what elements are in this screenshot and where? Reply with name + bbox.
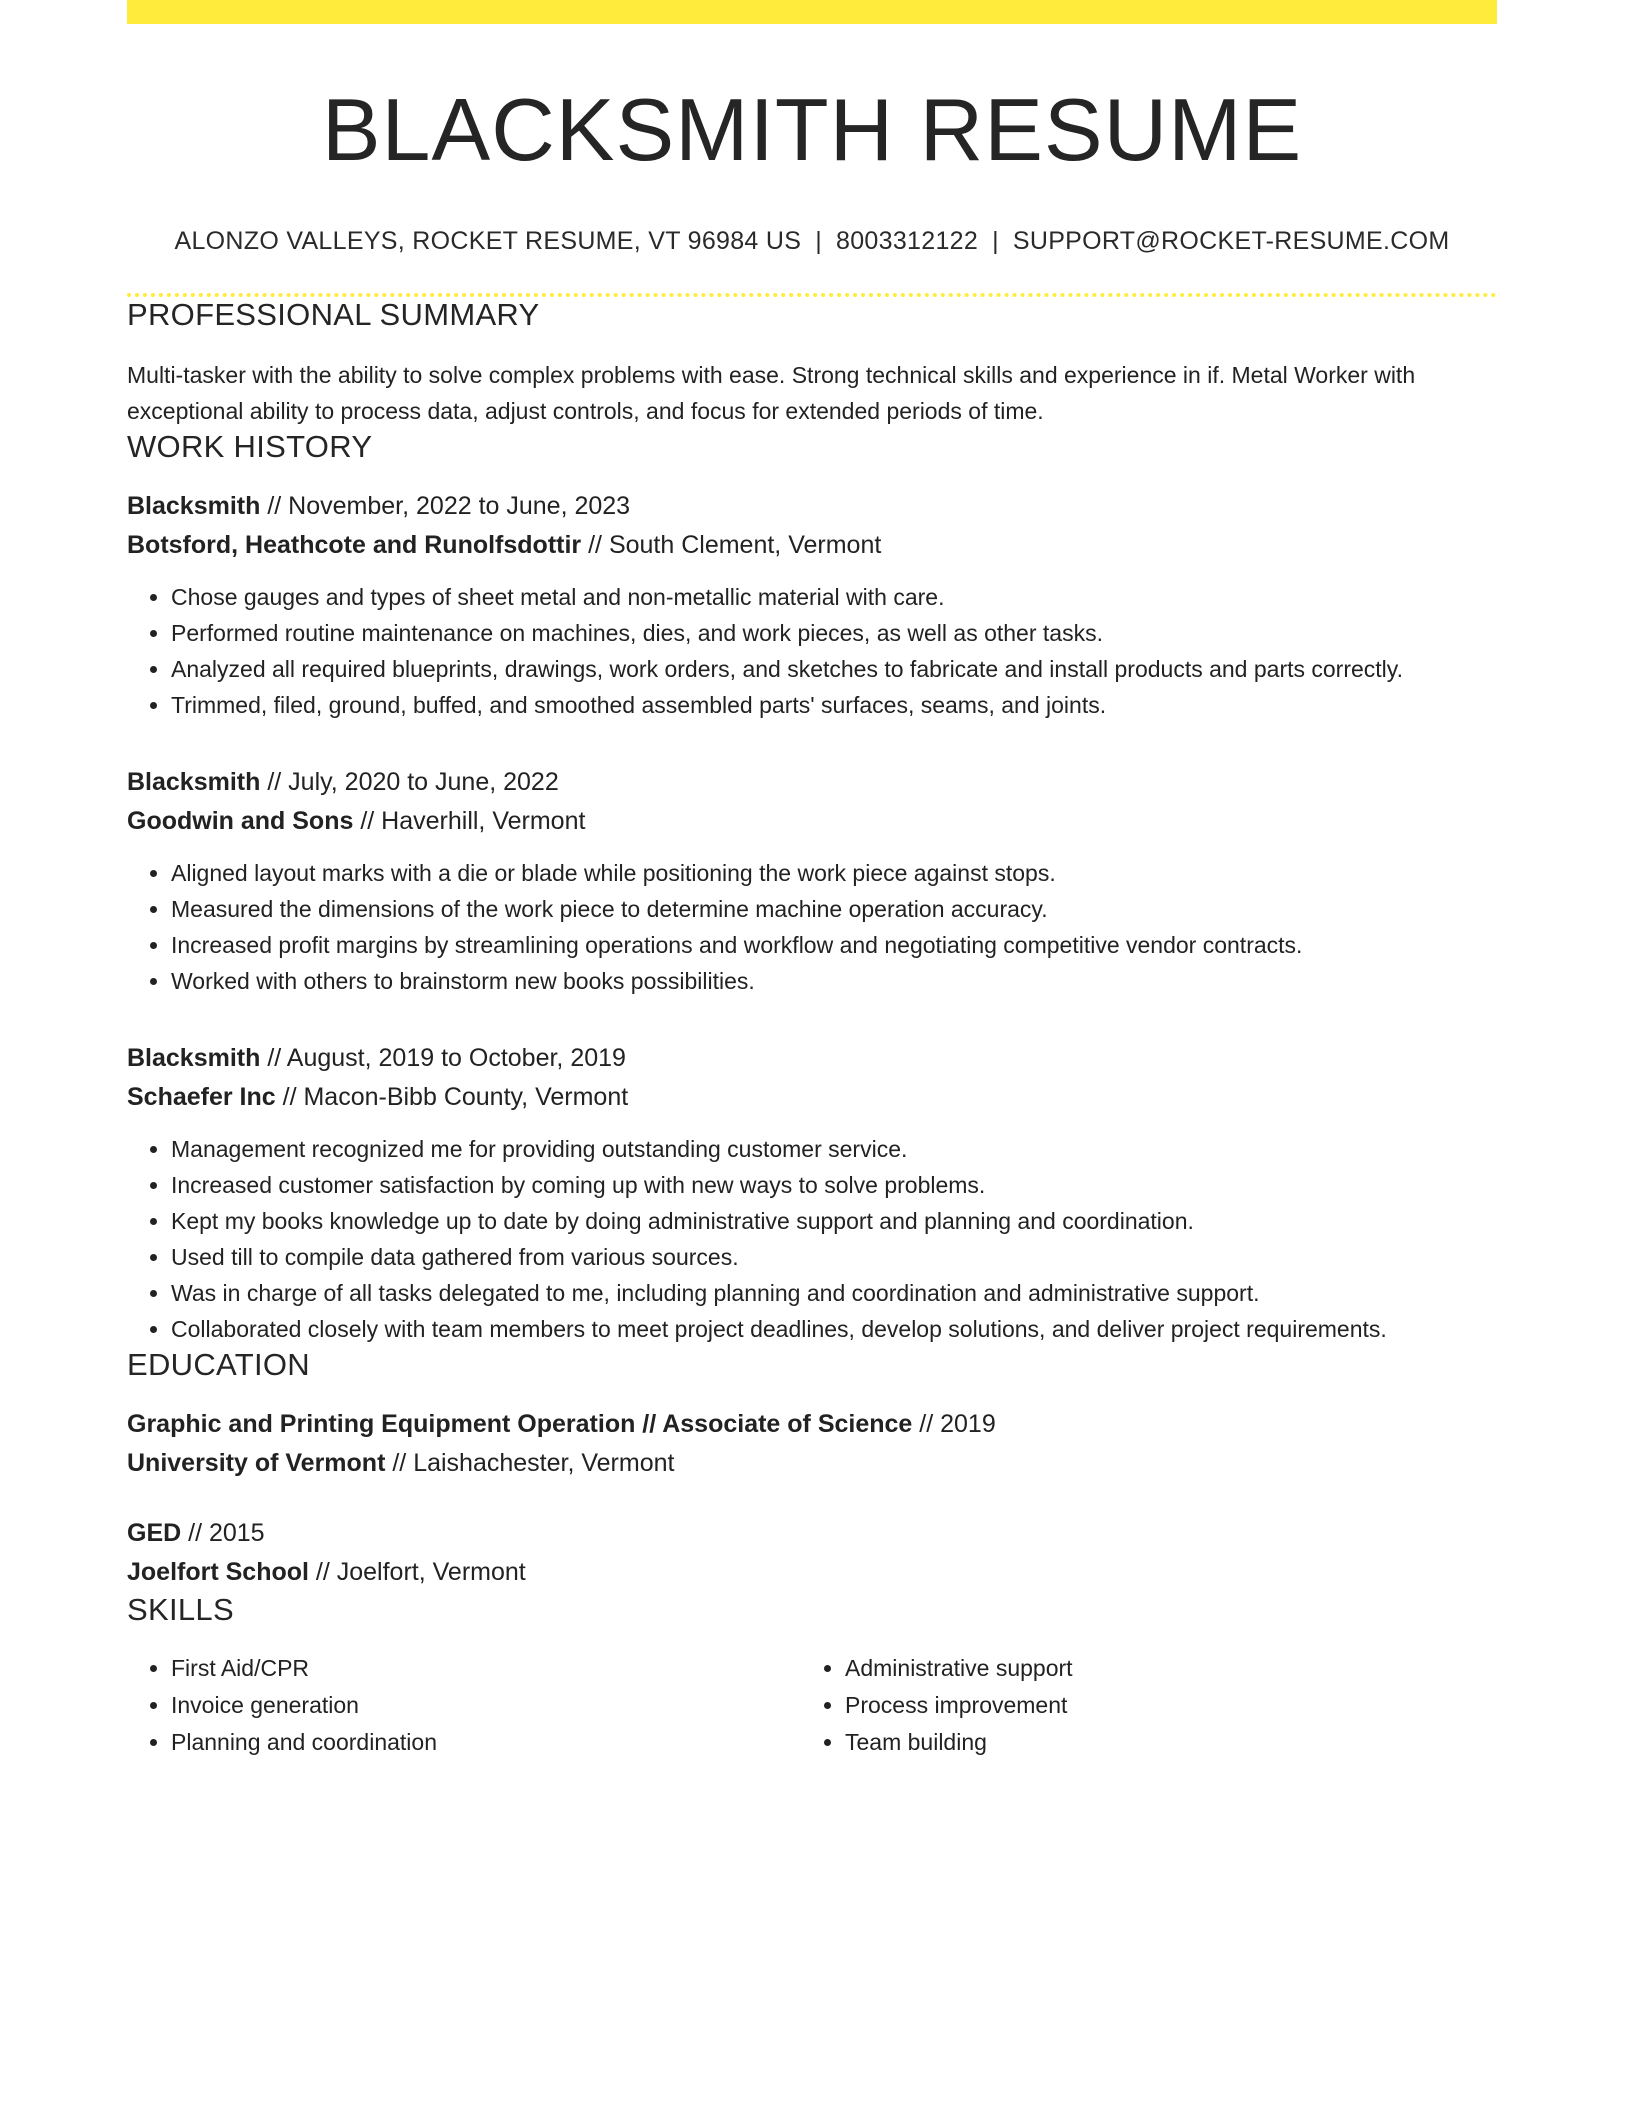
list-item: • Invoice generation xyxy=(171,1687,801,1724)
resume-title: BLACKSMITH RESUME xyxy=(321,80,1303,179)
skills-list-right xyxy=(801,1650,1475,1761)
education-school: Joelfort School xyxy=(127,1557,309,1586)
education-school: University of Vermont xyxy=(127,1448,386,1477)
job-bullets xyxy=(127,1131,1497,1347)
list-item: • Worked with others to brainstorm new books possibilities. xyxy=(171,963,1497,999)
summary-text: Multi-tasker with the ability to solve complex problems with ease. Strong technical skills and experience in if. Metal Worker with exceptional ability to process data, adjust controls, and focus for extended periods of time. xyxy=(127,361,1416,424)
list-item: • Collaborated closely with team members to meet project deadlines, develop solutions, and deliver project requirements. xyxy=(171,1311,1497,1347)
summary-heading: PROFESSIONAL SUMMARY xyxy=(127,296,540,332)
list-item: • Used till to compile data gathered from various sources. xyxy=(171,1239,1497,1275)
education-year: // 2019 xyxy=(912,1409,996,1438)
job-location: // Haverhill, Vermont xyxy=(353,806,586,835)
skills-list-left xyxy=(127,1650,801,1761)
accent-top-bar xyxy=(127,0,1497,24)
job-location: // Macon-Bibb County, Vermont xyxy=(275,1082,629,1111)
contact-separator: | xyxy=(815,226,823,255)
job-company: Goodwin and Sons xyxy=(127,806,354,835)
job-bullets xyxy=(127,855,1497,999)
contact-phone: 8003312122 xyxy=(836,226,979,255)
job-company-line xyxy=(127,802,1497,841)
list-item: • Aligned layout marks with a die or blade while positioning the work piece against stops. xyxy=(171,855,1497,891)
list-item: • Team building xyxy=(845,1724,1475,1761)
education-entry xyxy=(127,1405,1497,1483)
job-entry xyxy=(127,1039,1497,1347)
contact-address: ALONZO VALLEYS, ROCKET RESUME, VT 96984 US xyxy=(174,226,802,255)
job-dates: // November, 2022 to June, 2023 xyxy=(260,491,631,520)
job-bullets xyxy=(127,579,1497,723)
job-location: // South Clement, Vermont xyxy=(581,530,882,559)
job-company-line xyxy=(127,526,1497,565)
education-year: // 2015 xyxy=(181,1518,265,1547)
list-item: • Trimmed, filed, ground, buffed, and smoothed assembled parts' surfaces, seams, and joints. xyxy=(171,687,1497,723)
job-title-line xyxy=(127,763,1497,802)
list-item: • Kept my books knowledge up to date by doing administrative support and planning and coordination. xyxy=(171,1203,1497,1239)
list-item: • Analyzed all required blueprints, drawings, work orders, and sketches to fabricate and install products and parts correctly. xyxy=(171,651,1497,687)
list-item: • Increased customer satisfaction by coming up with new ways to solve problems. xyxy=(171,1167,1497,1203)
list-item: • Increased profit margins by streamlining operations and workflow and negotiating competitive vendor contracts. xyxy=(171,927,1497,963)
education-entry xyxy=(127,1514,1497,1592)
education-school-line xyxy=(127,1553,1497,1592)
skills-heading: SKILLS xyxy=(127,1591,234,1627)
education-location: // Laishachester, Vermont xyxy=(385,1448,675,1477)
list-item: • Management recognized me for providing outstanding customer service. xyxy=(171,1131,1497,1167)
job-dates: // July, 2020 to June, 2022 xyxy=(260,767,559,796)
education-degree: Graphic and Printing Equipment Operation // Associate of Science xyxy=(127,1409,913,1438)
job-dates: // August, 2019 to October, 2019 xyxy=(260,1043,626,1072)
list-item: • First Aid/CPR xyxy=(171,1650,801,1687)
contact-line xyxy=(127,227,1497,256)
job-role: Blacksmith xyxy=(127,1043,261,1072)
contact-email: SUPPORT@ROCKET-RESUME.COM xyxy=(1012,226,1450,255)
job-role: Blacksmith xyxy=(127,491,261,520)
list-item: • Was in charge of all tasks delegated to me, including planning and coordination and administrative support. xyxy=(171,1275,1497,1311)
list-item: • Process improvement xyxy=(845,1687,1475,1724)
job-company: Botsford, Heathcote and Runolfsdottir xyxy=(127,530,582,559)
job-entry xyxy=(127,763,1497,999)
work-history-heading: WORK HISTORY xyxy=(127,428,373,464)
education-school-line xyxy=(127,1444,1497,1483)
skills-columns xyxy=(127,1650,1497,1761)
list-item: • Chose gauges and types of sheet metal and non-metallic material with care. xyxy=(171,579,1497,615)
list-item: • Planning and coordination xyxy=(171,1724,801,1761)
list-item: • Measured the dimensions of the work piece to determine machine operation accuracy. xyxy=(171,891,1497,927)
education-location: // Joelfort, Vermont xyxy=(308,1557,526,1586)
list-item: • Performed routine maintenance on machines, dies, and work pieces, as well as other tasks. xyxy=(171,615,1497,651)
job-company: Schaefer Inc xyxy=(127,1082,276,1111)
education-degree-line xyxy=(127,1514,1497,1553)
list-item: • Administrative support xyxy=(845,1650,1475,1687)
job-role: Blacksmith xyxy=(127,767,261,796)
contact-separator: | xyxy=(992,226,999,255)
education-heading: EDUCATION xyxy=(127,1346,310,1382)
education-degree: GED xyxy=(127,1518,182,1547)
job-company-line xyxy=(127,1078,1497,1117)
job-title-line xyxy=(127,1039,1497,1078)
job-title-line xyxy=(127,487,1497,526)
education-degree-line xyxy=(127,1405,1497,1444)
resume-page xyxy=(127,0,1497,1761)
job-entry xyxy=(127,487,1497,723)
